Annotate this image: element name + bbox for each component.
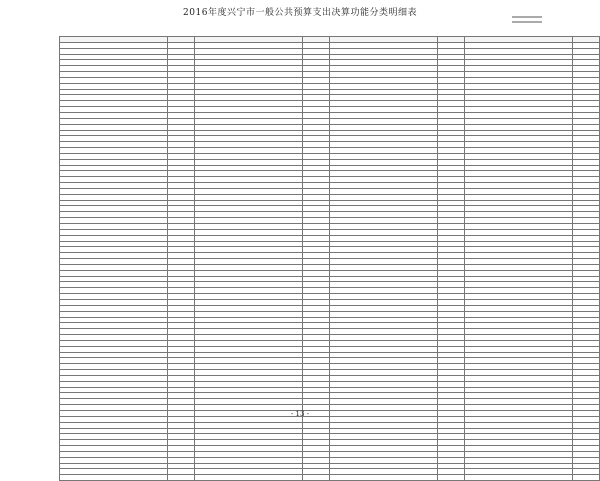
unit-note: [512, 14, 542, 26]
amount-cell: [573, 475, 600, 481]
amount-cell: [438, 475, 465, 481]
amount-cell: [168, 475, 195, 481]
page-number: - 13 -: [290, 410, 310, 418]
table-row: [60, 475, 600, 481]
amount-cell: [303, 475, 330, 481]
item-cell: [195, 475, 303, 481]
document-title: 2016年度兴宁市一般公共预算支出决算功能分类明细表: [183, 8, 417, 18]
item-cell: [330, 475, 438, 481]
item-cell: [465, 475, 573, 481]
item-cell: [60, 475, 168, 481]
